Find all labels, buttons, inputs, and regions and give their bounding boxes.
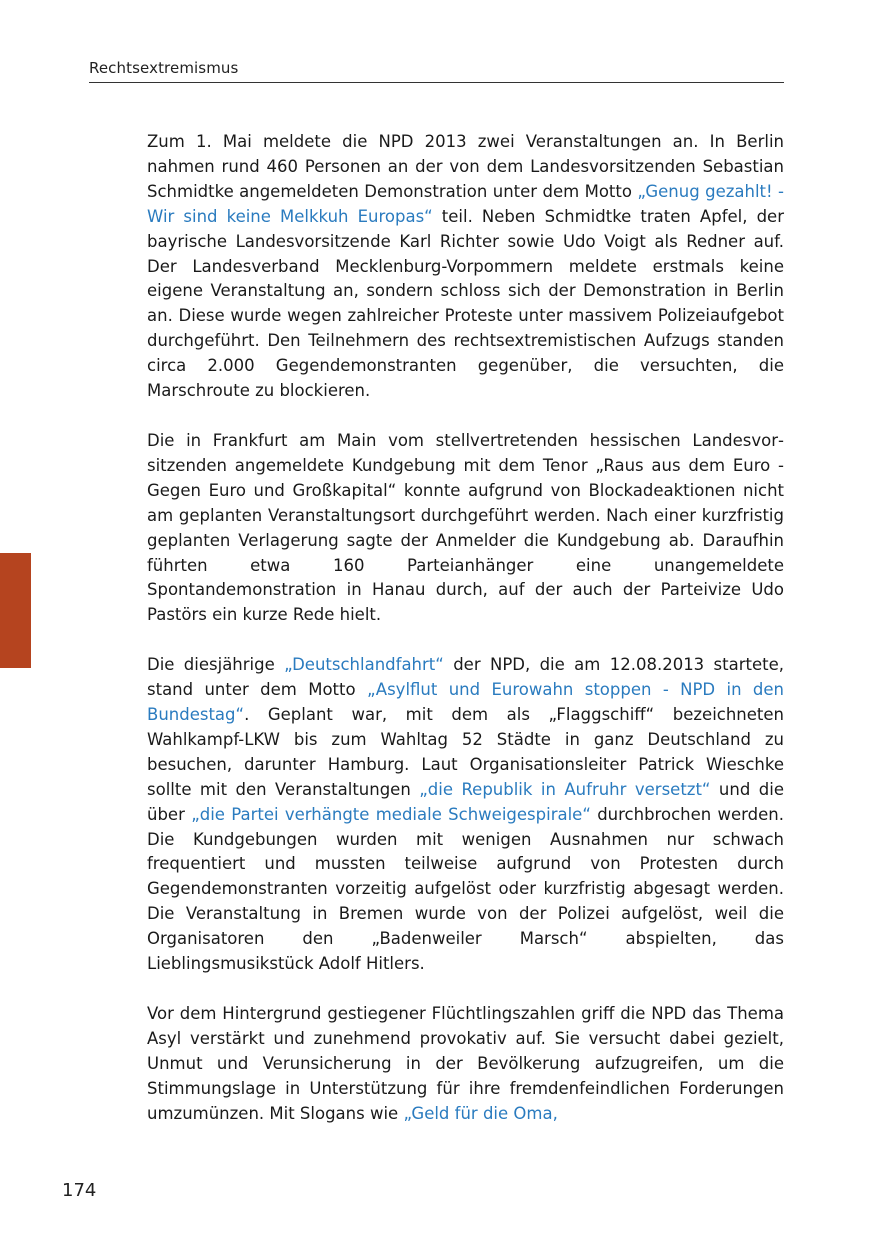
quoted-link-text[interactable]: „Asylflut und Eurowahn stoppen - NPD in den Bundestag“	[147, 680, 784, 725]
paragraph-text: teil. Neben Schmidtke traten Apfel, der bayrische Landesvorsitzende Karl Richter sowie Udo Voigt als Redner auf. Der Landesverband Mecklenburg-Vorpommern meldete erstmals keine eigene Veranstaltung an, sondern schloss sich der Demonstration in Berlin an. Diese wurde wegen zahlreicher Proteste unter massivem Polizeiaufgebot durchgeführt. Den Teilnehmern des rechtsextremistischen Aufzugs standen circa 2.000 Gegendemonstranten gegenüber, die versuchten, die Marschroute zu blockieren.	[147, 206, 784, 401]
paragraph	[147, 1002, 784, 1127]
quoted-link-text[interactable]: „Genug gezahlt! - Wir sind keine Melkkuh Europas“	[147, 181, 784, 226]
paragraph-text: . Geplant war, mit dem als „Flaggschiff“ bezeichneten Wahlkampf-LKW bis zum Wahltag 52 Städte in ganz Deutschland zu besuchen, darunter Hamburg. Laut Organisationsleiter Patrick Wieschke sollte mit den Veranstaltungen	[147, 705, 784, 799]
quoted-link-text[interactable]: „die Republik in Aufruhr versetzt“	[419, 779, 711, 799]
paragraph-text: der NPD, die am 12.08.2013 startete, stand unter dem Motto	[147, 655, 784, 700]
header-rule	[89, 82, 784, 83]
paragraph-text: Vor dem Hintergrund gestiegener Flüchtlingszahlen griff die NPD das Thema Asyl verstärkt und zunehmend provokativ auf. Sie versucht dabei gezielt, Unmut und Verunsicherung in der Bevölkerung aufzugreifen, um die Stimmungslage in Unterstützung für ihre fremdenfeindlichen Forderungen umzumünzen. Mit Slogans wie	[147, 1004, 784, 1123]
paragraph	[147, 130, 784, 404]
paragraph-text: Zum 1. Mai meldete die NPD 2013 zwei Veranstaltungen an. In Berlin nahmen rund 460 Personen an der von dem Landesvorsitzenden Sebastian Schmidtke angemeldeten Demonstration unter dem Motto	[147, 132, 784, 201]
paragraph-text: Die in Frankfurt am Main vom stellvertretenden hessischen Landesvorsitzenden angemeldete Kundgebung mit dem Tenor „Raus aus dem Euro - Gegen Euro und Großkapital“ konnte aufgrund von Blockadeaktionen nicht am geplanten Veranstaltungsort durchgeführt werden. Nach einer kurzfristig geplanten Verlagerung sagte der Anmelder die Kundgebung ab. Daraufhin führten etwa 160 Parteianhänger eine unangemeldete Spontandemonstration in Hanau durch, auf der auch der Parteivize Udo Pastörs ein kurze Rede hielt.	[147, 430, 784, 625]
quoted-link-text[interactable]: „Deutschlandfahrt“	[284, 655, 444, 675]
paragraph-text: und die über	[147, 779, 784, 824]
paragraph-text: durchbrochen werden. Die Kundgebungen wurden mit wenigen Ausnahmen nur schwach frequentiert und mussten teilweise aufgrund von Protesten durch Gegendemonstranten vorzeitig aufgelöst oder kurzfristig abgesagt werden. Die Veranstaltung in Bremen wurde von der Polizei aufgelöst, weil die Organisatoren den „Badenweiler Marsch“ abspielten, das Lieblingsmusikstück Adolf Hitlers.	[147, 804, 784, 974]
quoted-link-text[interactable]: „die Partei verhängte mediale Schweigespirale“	[191, 804, 591, 824]
paragraph	[147, 653, 784, 977]
chapter-side-tab	[0, 553, 31, 668]
quoted-link-text[interactable]: „Geld für die Oma,	[403, 1103, 558, 1123]
paragraph-text: Die diesjährige	[147, 655, 285, 675]
page-number: 174	[62, 1180, 97, 1201]
running-header: Rechtsextremismus	[89, 59, 239, 77]
body-text	[147, 130, 784, 1127]
paragraph	[147, 429, 784, 628]
